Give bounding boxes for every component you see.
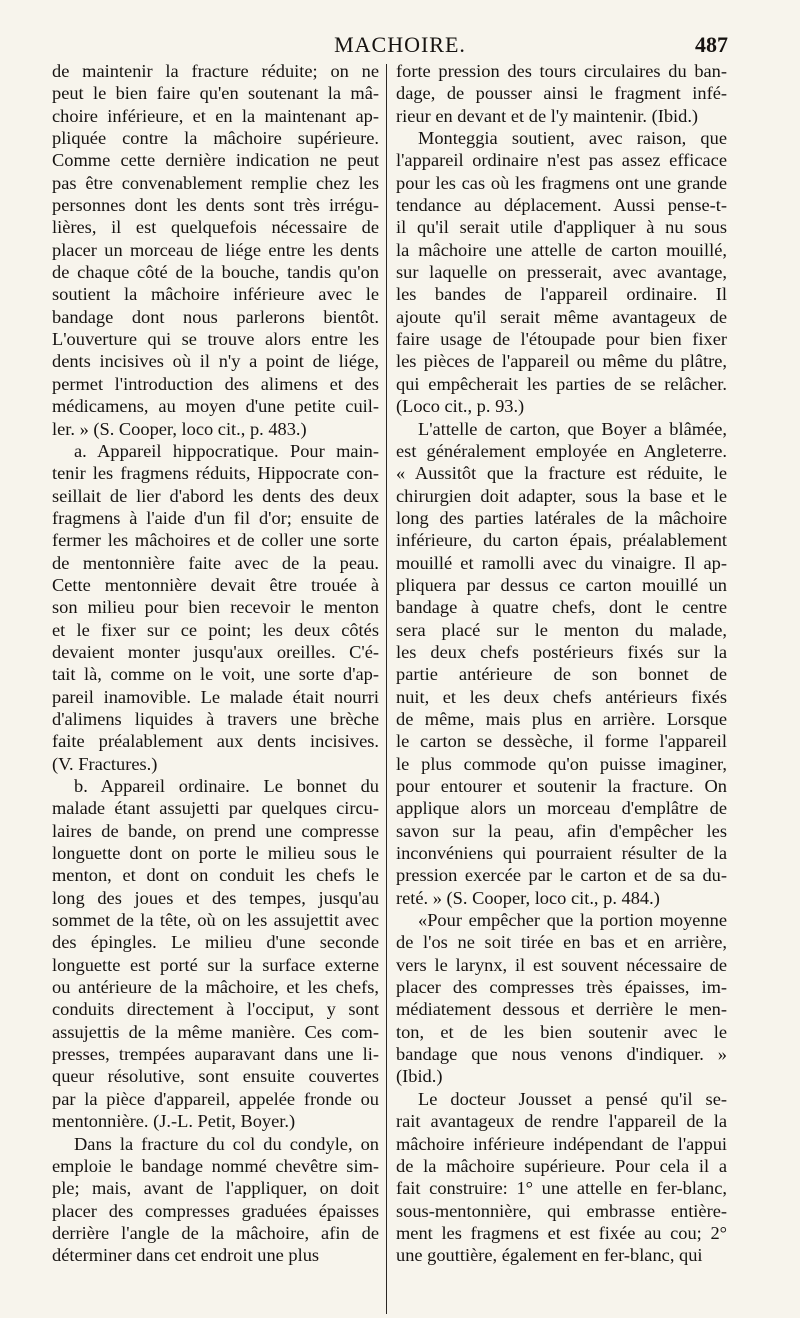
text-line: Monteggia soutient, avec raison, que [418, 128, 727, 149]
text-line: des épingles. Le milieu d'une seconde [52, 932, 379, 953]
text-line: le plus commode qu'on puisse imaginer, [396, 753, 727, 774]
text-line: ment les fragmens et est fixée au cou; 2° [396, 1222, 727, 1243]
text-line: menton, et dont on conduit les chefs le [52, 865, 379, 886]
text-line: personnes dont les dents sont très irrégu- [52, 195, 379, 216]
text-line: pression exercée par le carton et de sa du- [396, 865, 727, 886]
text-line: assujettis de la même manière. Ces com- [52, 1021, 379, 1042]
text-line: inférieure, du carton épais, préalablement [396, 530, 727, 551]
text-line: queur résolutive, sont ensuite couvertes [52, 1066, 379, 1087]
text-line: le carton se dessèche, il forme l'appareil [396, 731, 727, 752]
text-line: ton, et de les bien soutenir avec le [396, 1021, 727, 1042]
text-line: il qu'il serait utile d'appliquer à nu sous [396, 217, 727, 238]
text-line: pour les cas où les fragmens ont une grande [396, 172, 727, 193]
text-line: peut le bien faire qu'en soutenant la mâ- [52, 83, 379, 104]
text-line: b. Appareil ordinaire. Le bonnet du [74, 776, 379, 796]
text-line: fragmens à l'aide d'un fil d'or; ensuite de [52, 507, 379, 528]
text-line: de même, mais plus en arrière. Lorsque [396, 708, 727, 729]
text-line: sera placé sur le menton du malade, [396, 619, 727, 640]
text-line: de la mâchoire supérieure. Pour cela il a [396, 1155, 727, 1176]
text-line: tenir les fragmens réduits, Hippocrate con- [52, 463, 379, 484]
text-line: soutient la mâchoire inférieure avec le [52, 284, 379, 305]
text-line: placer un morceau de liége entre les dents [52, 239, 379, 260]
text-line: déterminer dans cet endroit une plus [52, 1245, 320, 1266]
text-line: ajoute qu'il serait même avantageux de [396, 306, 727, 327]
text-line: de l'os ne soit tirée en bas et en arrière, [396, 932, 727, 953]
text-line: médicamens, au moyen d'une petite cuil- [52, 396, 379, 417]
text-line: par la pièce d'appareil, appelée fronde ou [52, 1088, 379, 1109]
text-line: Le docteur Jousset a pensé qu'il se- [418, 1088, 727, 1109]
text-line: pliquera par dessus ce carton mouillé un [396, 574, 727, 595]
text-line: les pièces de l'appareil ou même du plâtre, [396, 351, 727, 372]
text-line: « Aussitôt que la fracture est réduite, le [396, 463, 727, 484]
text-line: mentonnière. (J.-L. Petit, Boyer.) [52, 1111, 296, 1132]
text-line: pareil inamovible. Le malade était nourri [52, 686, 379, 707]
text-line: tendance au déplacement. Aussi pense-t- [396, 195, 727, 216]
text-line: dents incisives où il n'y a point de liége, [52, 351, 379, 372]
text-line: bandage à quatre chefs, dont le centre [396, 597, 727, 618]
text-line: tait là, comme on le voit, une sorte d'ap- [52, 664, 379, 685]
text-line: applique alors un morceau d'emplâtre de [396, 798, 727, 819]
text-line: placer des compresses graduées épaisses [52, 1200, 379, 1221]
right-column [396, 60, 727, 1267]
text-line: Cette mentonnière devait être trouée à [52, 574, 379, 595]
text-line: de mentonnière faite avec de la peau. [52, 552, 379, 573]
text-line: une gouttière, également en fer-blanc, qui [396, 1245, 703, 1266]
text-line: médiatement dessous et derrière le men- [396, 999, 727, 1020]
text-line: sous-mentonnière, qui embrasse entière- [396, 1200, 727, 1221]
text-line: bandage que nous venons d'indiquer. » [396, 1044, 727, 1065]
text-line: faite préalablement aux dents incisives. [52, 731, 379, 752]
text-line: la mâchoire une attelle de carton mouillé, [396, 239, 727, 260]
left-column [52, 60, 379, 1267]
text-line: Dans la fracture du col du condyle, on [74, 1133, 379, 1154]
text-line: bandage dont nous parlerons bientôt. [52, 306, 379, 327]
text-line: (Ibid.) [396, 1066, 443, 1087]
text-line: fait construire: 1° une attelle en fer-blanc, [396, 1178, 727, 1199]
text-line: et le fixer sur ce point; les deux côtés [52, 619, 379, 640]
text-line: a. Appareil hippocratique. Pour main- [74, 440, 379, 461]
text-line: sommet de la tête, où on les assujettit avec [52, 910, 379, 931]
text-line: savon sur la peau, afin d'empêcher les [396, 820, 727, 841]
text-line: permet l'introduction des alimens et des [52, 373, 379, 394]
text-line: lières, il est quelquefois nécessaire de [52, 217, 379, 238]
text-line: «Pour empêcher que la portion moyenne [418, 910, 727, 931]
text-line: d'alimens liquides à travers une brèche [52, 708, 379, 729]
text-line: rait avantageux de rendre l'appareil de la [396, 1111, 727, 1132]
text-line: inconvéniens qui pourraient résulter de la [396, 843, 727, 864]
text-line: reté. » (S. Cooper, loco cit., p. 484.) [396, 887, 660, 908]
text-line: emploie le bandage nommé chevêtre sim- [52, 1155, 379, 1176]
text-line: placer des compresses très épaisses, im- [396, 977, 727, 998]
text-line: longuette dont on porte le milieu sous le [52, 843, 379, 864]
text-line: qui empêcherait les parties de se relâcher. [396, 373, 727, 394]
text-line: pliquée contre la mâchoire supérieure. [52, 128, 379, 149]
column-divider [386, 64, 387, 1314]
text-line: choire inférieure, et en la maintenant ap- [52, 105, 379, 126]
text-line: (V. Fractures.) [52, 753, 158, 774]
text-line: conduits directement à l'occiput, y sont [52, 999, 379, 1020]
page-header [0, 32, 800, 62]
text-line: les bandes de l'appareil ordinaire. Il [396, 284, 727, 305]
text-line: l'appareil ordinaire n'est pas assez efficace [396, 150, 727, 171]
text-line: mouillé et ramolli avec du vinaigre. Il ap- [396, 552, 727, 573]
text-line: est généralement employée en Angleterre. [396, 440, 727, 461]
text-line: derrière l'angle de la mâchoire, afin de [52, 1222, 379, 1243]
text-line: ler. » (S. Cooper, loco cit., p. 483.) [52, 418, 307, 439]
text-line: L'attelle de carton, que Boyer a blâmée, [418, 418, 727, 439]
text-line: sur laquelle on presserait, avec avantage, [396, 262, 727, 283]
text-line: long des parties latérales de la mâchoire [396, 507, 727, 528]
running-title: MACHOIRE. [334, 32, 466, 57]
text-line: de chaque côté de la bouche, tandis qu'on [52, 262, 379, 283]
text-line: pas être convenablement remplie chez les [52, 172, 379, 193]
text-line: partie antérieure de son bonnet de [396, 664, 727, 685]
text-line: rieur en devant et de l'y maintenir. (Ibid.) [396, 105, 699, 126]
text-line: chirurgien doit adapter, sous la base et le [396, 485, 727, 506]
text-line: long des joues et des tempes, jusqu'au [52, 887, 379, 908]
page-number: 487 [695, 32, 728, 57]
text-line: nuit, et les deux chefs antérieurs fixés [396, 686, 727, 707]
text-line: L'ouverture qui se trouve alors entre les [52, 329, 379, 350]
text-line: vers le larynx, il est souvent nécessaire de [396, 954, 727, 975]
text-line: ple; mais, avant de l'appliquer, on doit [52, 1178, 379, 1199]
text-line: dage, de pousser ainsi le fragment infé- [396, 83, 727, 104]
text-line: fermer les mâchoires et de coller une sorte [52, 530, 379, 551]
text-line: Comme cette dernière indication ne peut [52, 150, 379, 171]
text-line: de maintenir la fracture réduite; on ne [52, 61, 379, 81]
text-line: mâchoire inférieure indépendant de l'appui [396, 1133, 727, 1154]
text-line: laires de bande, on prend une compresse [52, 820, 379, 841]
text-line: faire usage de l'étoupade pour bien fixer [396, 329, 727, 350]
text-line: presses, trempées auparavant dans une li- [52, 1044, 379, 1065]
text-line: forte pression des tours circulaires du ban- [396, 61, 727, 81]
text-line: ou antérieure de la mâchoire, et les chefs, [52, 977, 379, 998]
text-line: longuette est porté sur la surface externe [52, 954, 379, 975]
text-line: devaient monter jusqu'aux oreilles. C'é- [52, 641, 379, 662]
text-line: pour entourer et soutenir la fracture. On [396, 776, 727, 796]
text-line: (Loco cit., p. 93.) [396, 396, 525, 417]
text-line: seillait de lier d'abord les dents des deux [52, 485, 379, 506]
text-line: les deux chefs postérieurs fixés sur la [396, 641, 727, 662]
text-line: son milieu pour bien recevoir le menton [52, 597, 379, 618]
text-line: malade étant assujetti par quelques circu- [52, 798, 379, 819]
